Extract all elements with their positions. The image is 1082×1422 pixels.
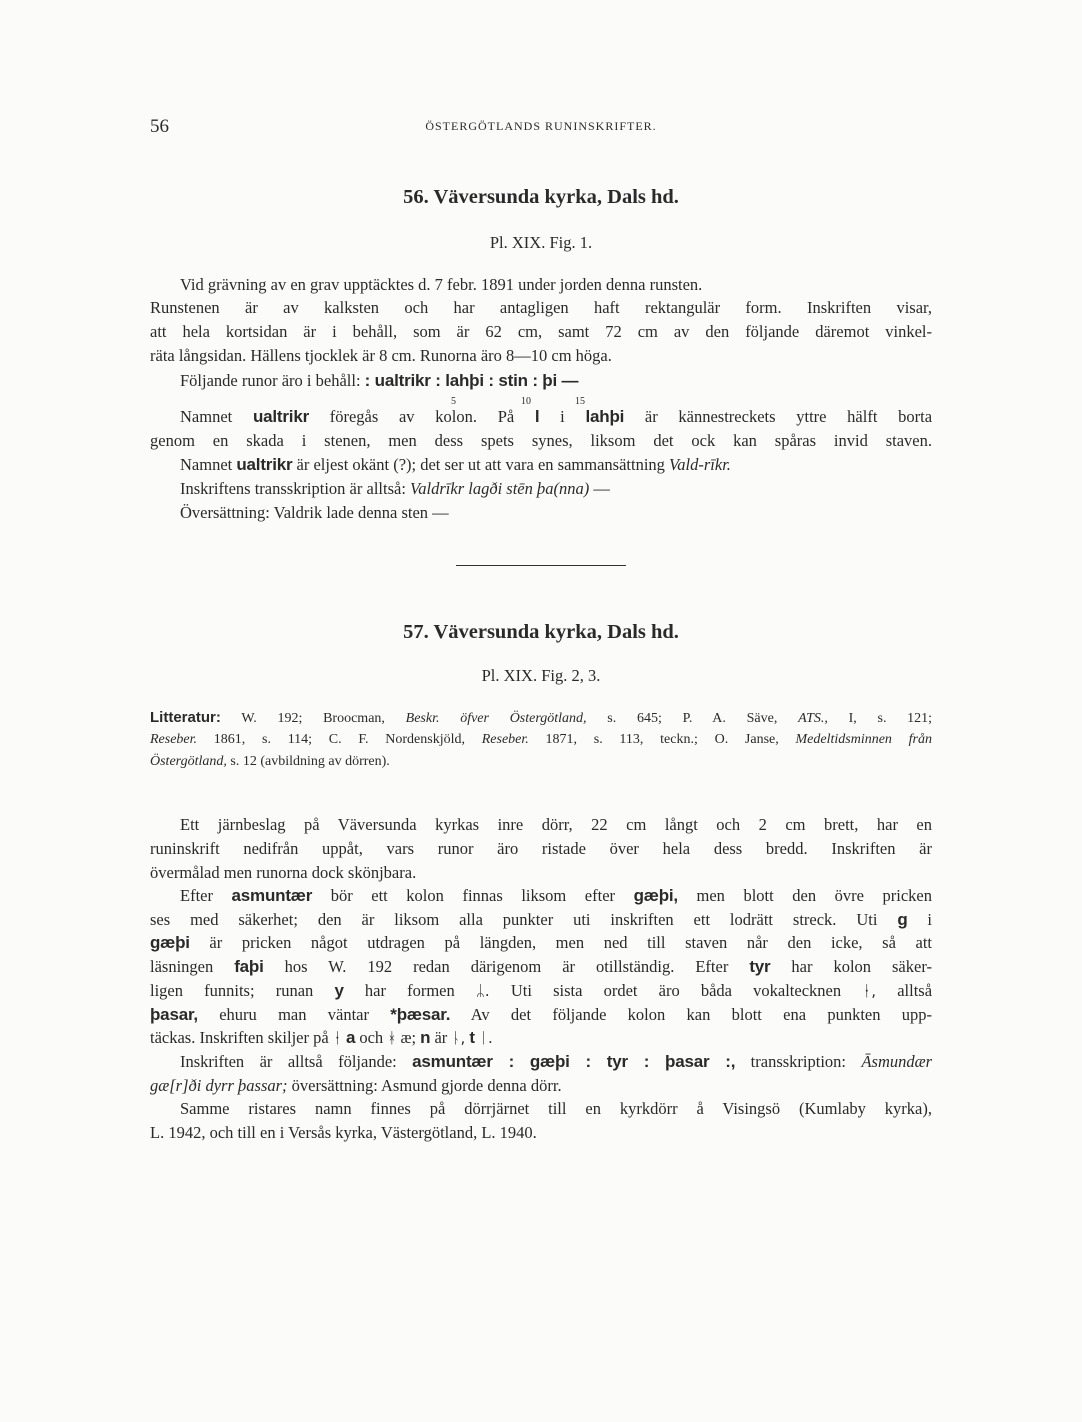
s57-line-6: gæþi är pricken något utdragen på längden, men ned till staven når den icke, så att	[150, 933, 932, 952]
s56-line-5: Följande runor äro i behåll: : ualtrikr : lahþi : stin : þi —	[180, 371, 579, 390]
runic-inscription: : ualtrikr : lahþi : stin : þi —	[364, 371, 579, 390]
s56-line-3: att hela kortsidan är i behåll, som är 62 cm, samt 72 cm av den följande däremot vinkel-	[150, 322, 932, 341]
s56-line-1: Vid grävning av en grav upptäcktes d. 7 febr. 1891 under jorden denna runsten.	[180, 275, 703, 294]
s56-line-4: räta långsidan. Hällens tjocklek är 8 cm. Runorna äro 8—10 cm höga.	[150, 346, 612, 365]
s57-line-11: Inskriften är alltså följande: asmuntær : gæþi : tyr : þasar :, transskription: Āsmundær	[180, 1052, 932, 1071]
s57-line-4: Efter asmuntær bör ett kolon finnas liksom efter gæþi, men blott den övre pricken	[180, 886, 932, 905]
s56-line-10: Översättning: Valdrik lade denna sten —	[180, 503, 449, 522]
s57-line-3: övermålad men runorna dock skönjbara.	[150, 863, 417, 882]
rune-index-10: 10	[521, 396, 531, 407]
section-divider	[456, 565, 626, 566]
rune-index-5: 5	[451, 396, 456, 407]
section-57-title: 57. Väversunda kyrka, Dals hd.	[403, 621, 679, 643]
s57-line-8: ligen funnits; runan y har formen ᛦ. Uti sista ordet äro båda vokaltecknen ᚽ, alltså	[150, 981, 932, 1000]
s56-line-2: Runstenen är av kalksten och har antagligen haft rektangulär form. Inskriften visar,	[150, 298, 932, 317]
s57-line-1: Ett järnbeslag på Väversunda kyrkas inre dörr, 22 cm långt och 2 cm brett, har en	[180, 815, 932, 834]
s56-line-7: genom en skada i stenen, men dess spets synes, liksom det ock kan spåras invid staven.	[150, 431, 932, 450]
section-56-title: 56. Väversunda kyrka, Dals hd.	[403, 186, 679, 208]
s57-line-13: Samme ristares namn finnes på dörrjärnet till en kyrkdörr å Visingsö (Kumlaby kyrka),	[180, 1099, 932, 1118]
s56-line-8: Namnet ualtrikr är eljest okänt (?); det ser ut att vara en sammansättning Vald-rīkr.	[180, 455, 731, 474]
section-57-plate: Pl. XIX. Fig. 2, 3.	[481, 666, 601, 685]
s56-line-9: Inskriftens transskription är alltså: Valdrīkr lagði stēn þa(nna) —	[180, 479, 610, 498]
page-number: 56	[150, 116, 169, 137]
section-56-plate: Pl. XIX. Fig. 1.	[489, 233, 593, 252]
running-head: ÖSTERGÖTLANDS RUNINSKRIFTER.	[425, 119, 657, 133]
s57-line-7: läsningen faþi hos W. 192 redan därigenom är otillständig. Efter tyr har kolon säker-	[150, 957, 932, 976]
s57-line-9: þasar, ehuru man väntar *þæsar. Av det följande kolon kan blott ena punkten upp-	[150, 1005, 932, 1024]
s56-line-6: Namnet ualtrikr föregås av kolon. På l i lahþi är kännestreckets yttre hälft borta	[180, 407, 932, 426]
literature-line-3: Östergötland, s. 12 (avbildning av dörren).	[150, 754, 390, 769]
literature-line-1: Litteratur: W. 192; Broocman, Beskr. öfver Östergötland, s. 645; P. A. Säve, ATS., I, s. 121;	[150, 709, 932, 726]
page-header	[150, 116, 932, 140]
s57-line-5: ses med säkerhet; den är liksom alla punkter uti inskriften ett lodrätt streck. Uti g i	[150, 910, 932, 929]
s57-line-2: runinskrift nedifrån uppåt, vars runor äro ristade över hela dess bredd. Inskriften är	[150, 839, 932, 858]
rune-index-15: 15	[575, 396, 585, 407]
s57-line-12: gæ[r]ði dyrr þassar; översättning: Asmund gjorde denna dörr.	[150, 1076, 562, 1095]
literature-line-2: Reseber. 1861, s. 114; C. F. Nordenskjöld, Reseber. 1871, s. 113, teckn.; O. Janse, Medeltidsminnen från	[150, 732, 932, 747]
s57-line-10: täckas. Inskriften skiljer på ᚽ a och ᚼ æ; n är ᚿ, t ᛁ.	[150, 1028, 493, 1047]
s57-line-14: L. 1942, och till en i Versås kyrka, Västergötland, L. 1940.	[150, 1123, 537, 1142]
